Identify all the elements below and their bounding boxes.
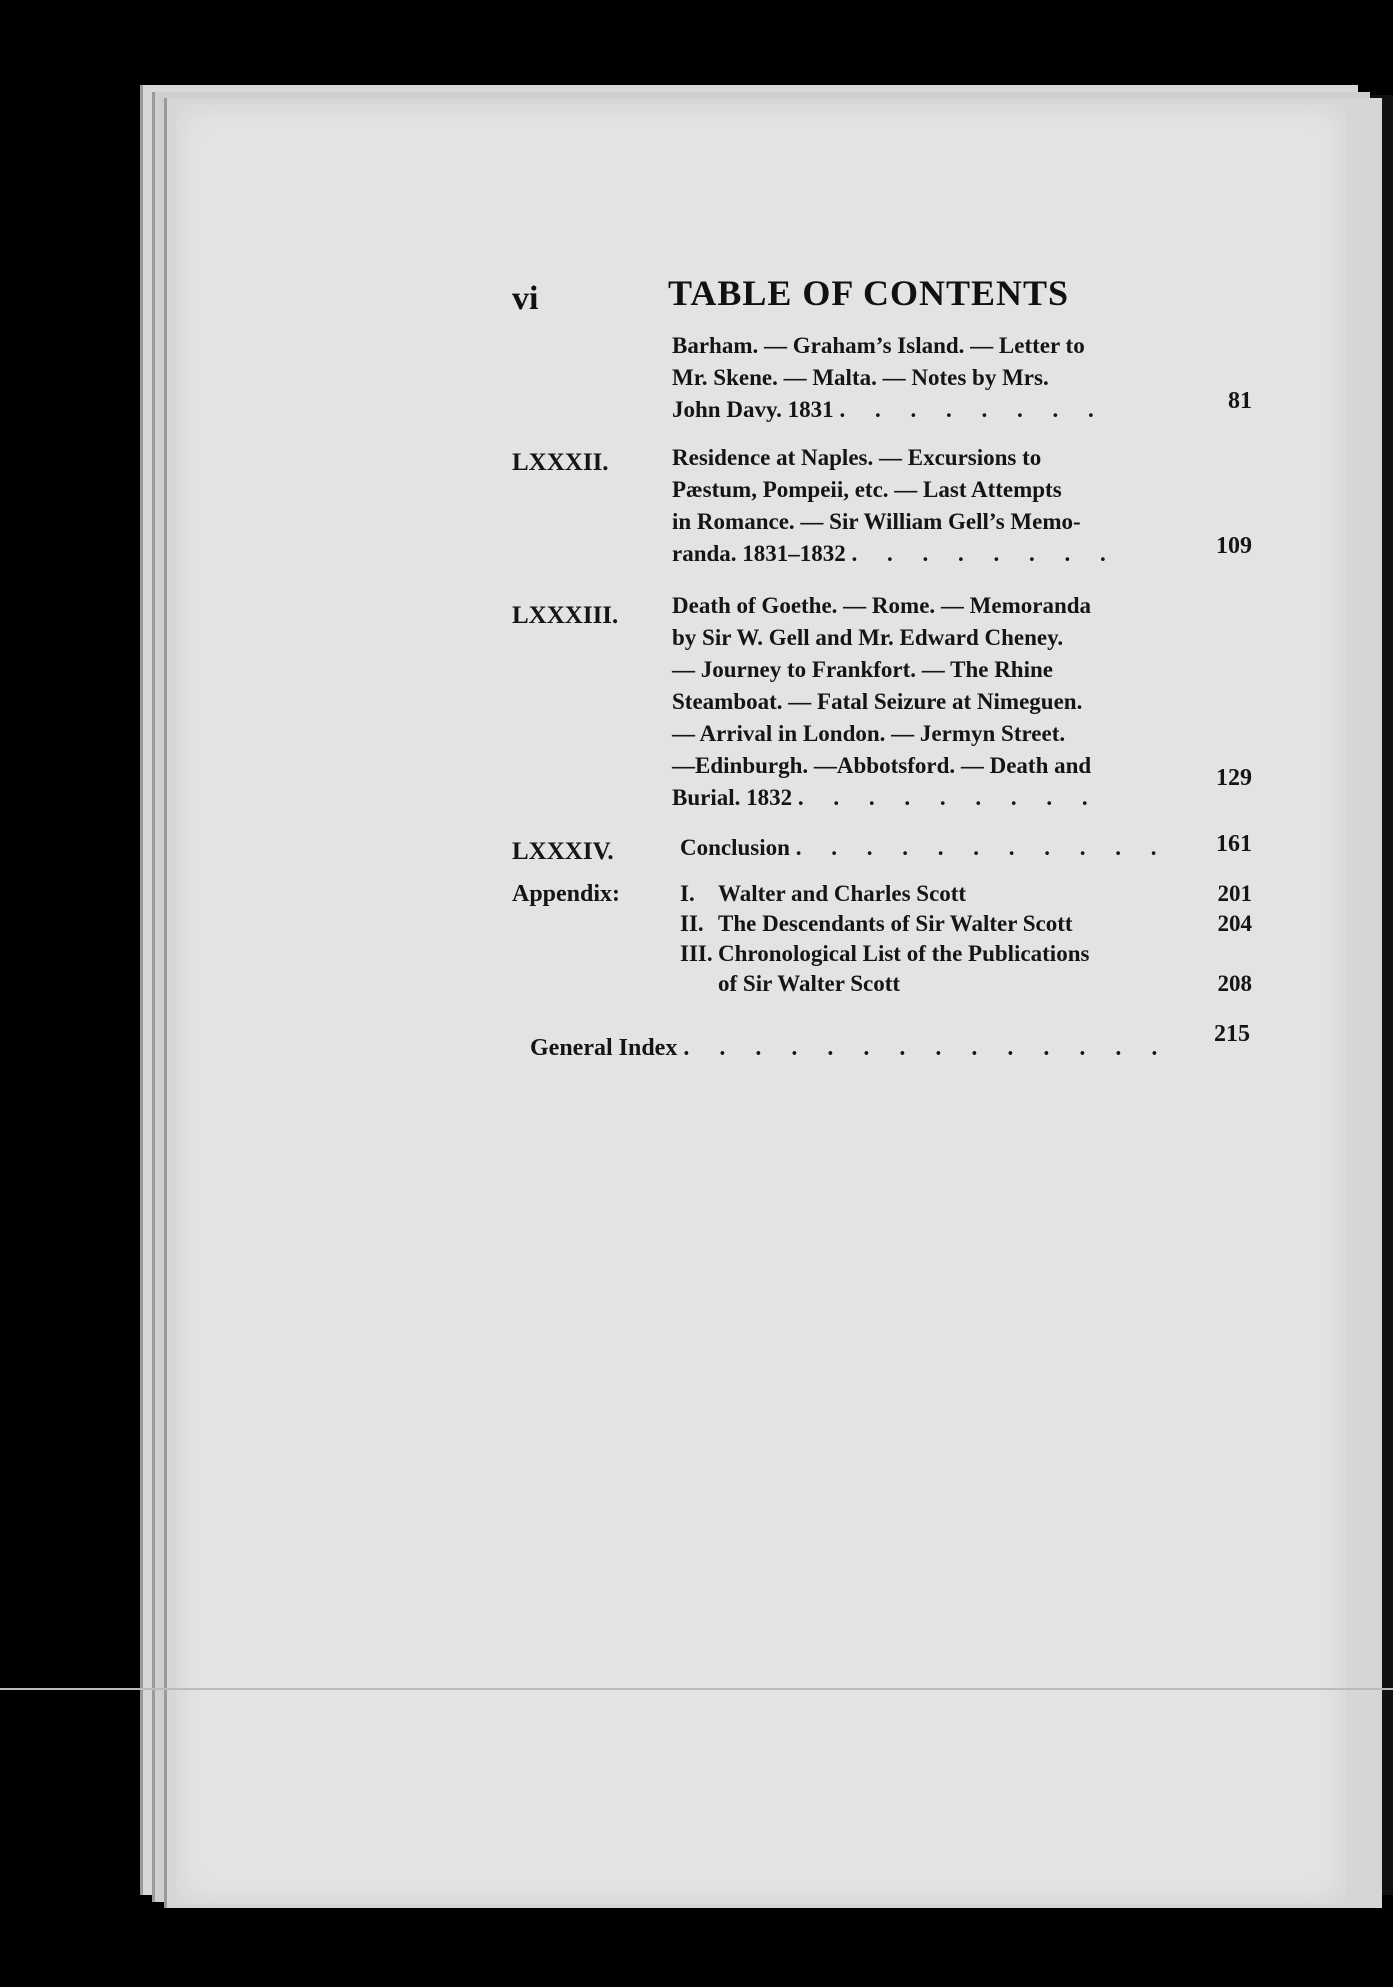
- general-index-entry: [530, 1021, 1250, 1062]
- appendix-item-text: Walter and Charles Scott: [718, 881, 967, 906]
- page-number: 161: [1216, 831, 1252, 857]
- entry-line: — Journey to Frankfort. — The Rhine: [672, 657, 1053, 682]
- page-header: [512, 272, 1252, 322]
- entry-line: Death of Goethe. — Rome. — Memoranda: [672, 593, 1092, 618]
- appendix-item: [680, 878, 1252, 910]
- entry-line: [680, 832, 1170, 864]
- leader-dots: . . . . . . . .: [839, 397, 1106, 422]
- entry-line: Barham. — Graham’s Island. — Letter to: [672, 333, 1085, 358]
- index-label: General Index: [530, 1035, 678, 1061]
- toc-entry-lxxxiv: [512, 828, 1252, 868]
- entry-line: Mr. Skene. — Malta. — Notes by Mrs.: [672, 365, 1049, 390]
- page-number: 201: [1217, 881, 1252, 906]
- chapter-number: LXXXIII.: [512, 602, 619, 629]
- entry-line-text: Burial. 1832: [672, 785, 793, 810]
- entry-line: in Romance. — Sir William Gell’s Memo-: [672, 509, 1081, 534]
- entry-line-text: randa. 1831–1832: [672, 541, 846, 566]
- appendix-item-number: III.: [680, 941, 713, 966]
- entry-line-text: John Davy. 1831: [672, 397, 834, 422]
- appendix-item: [680, 968, 1252, 1000]
- toc-entry-continuation: [512, 330, 1252, 430]
- toc-entry-lxxxiii: [512, 590, 1252, 820]
- appendix-item-text: of Sir Walter Scott: [718, 971, 901, 996]
- chapter-number: LXXXIV.: [512, 838, 614, 865]
- appendix-label: Appendix:: [512, 881, 621, 907]
- chapter-number: LXXXII.: [512, 449, 609, 476]
- page-number: 208: [1217, 971, 1252, 996]
- page-number: 204: [1217, 911, 1252, 936]
- page-number: 109: [1216, 533, 1252, 559]
- entry-line: Steamboat. — Fatal Seizure at Nimeguen.: [672, 689, 1083, 714]
- page-number: 129: [1216, 765, 1252, 791]
- leader-dots: . . . . . . . . .: [797, 785, 1100, 810]
- leader-dots: . . . . . . . . . . .: [795, 835, 1169, 860]
- entry-line: [672, 394, 1162, 426]
- page-number: 215: [1214, 1021, 1250, 1047]
- appendix-item: [680, 908, 1252, 940]
- entry-line: Pæstum, Pompeii, etc. — Last Attempts: [672, 477, 1062, 502]
- entry-line: —Edinburgh. —Abbotsford. — Death and: [672, 753, 1092, 778]
- entry-text: [672, 330, 1162, 426]
- appendix-item-number: II.: [680, 911, 704, 936]
- entry-text: [672, 590, 1162, 814]
- page-title: TABLE OF CONTENTS: [668, 273, 1070, 313]
- leader-dots: . . . . . . . . . . . . . .: [683, 1035, 1170, 1061]
- entry-line: — Arrival in London. — Jermyn Street.: [672, 721, 1066, 746]
- scan-artifact-line: [0, 1688, 1393, 1690]
- toc-entry-lxxxii: [512, 442, 1252, 577]
- entry-line: [672, 538, 1162, 570]
- entry-line-text: Conclusion: [680, 835, 790, 860]
- appendix-section: [512, 878, 1252, 1008]
- appendix-item-text: The Descendants of Sir Walter Scott: [718, 911, 1073, 936]
- entry-line: Residence at Naples. — Excursions to: [672, 445, 1042, 470]
- appendix-item-number: I.: [680, 881, 695, 906]
- appendix-item-text: Chronological List of the Publications: [718, 941, 1090, 966]
- page-folio: vi: [512, 280, 539, 317]
- leader-dots: . . . . . . . .: [851, 541, 1118, 566]
- entry-text: [680, 832, 1170, 864]
- entry-line: [672, 782, 1162, 814]
- appendix-item: [680, 938, 1252, 970]
- page-number: 81: [1228, 388, 1252, 414]
- entry-line: by Sir W. Gell and Mr. Edward Cheney.: [672, 625, 1064, 650]
- entry-text: [672, 442, 1162, 570]
